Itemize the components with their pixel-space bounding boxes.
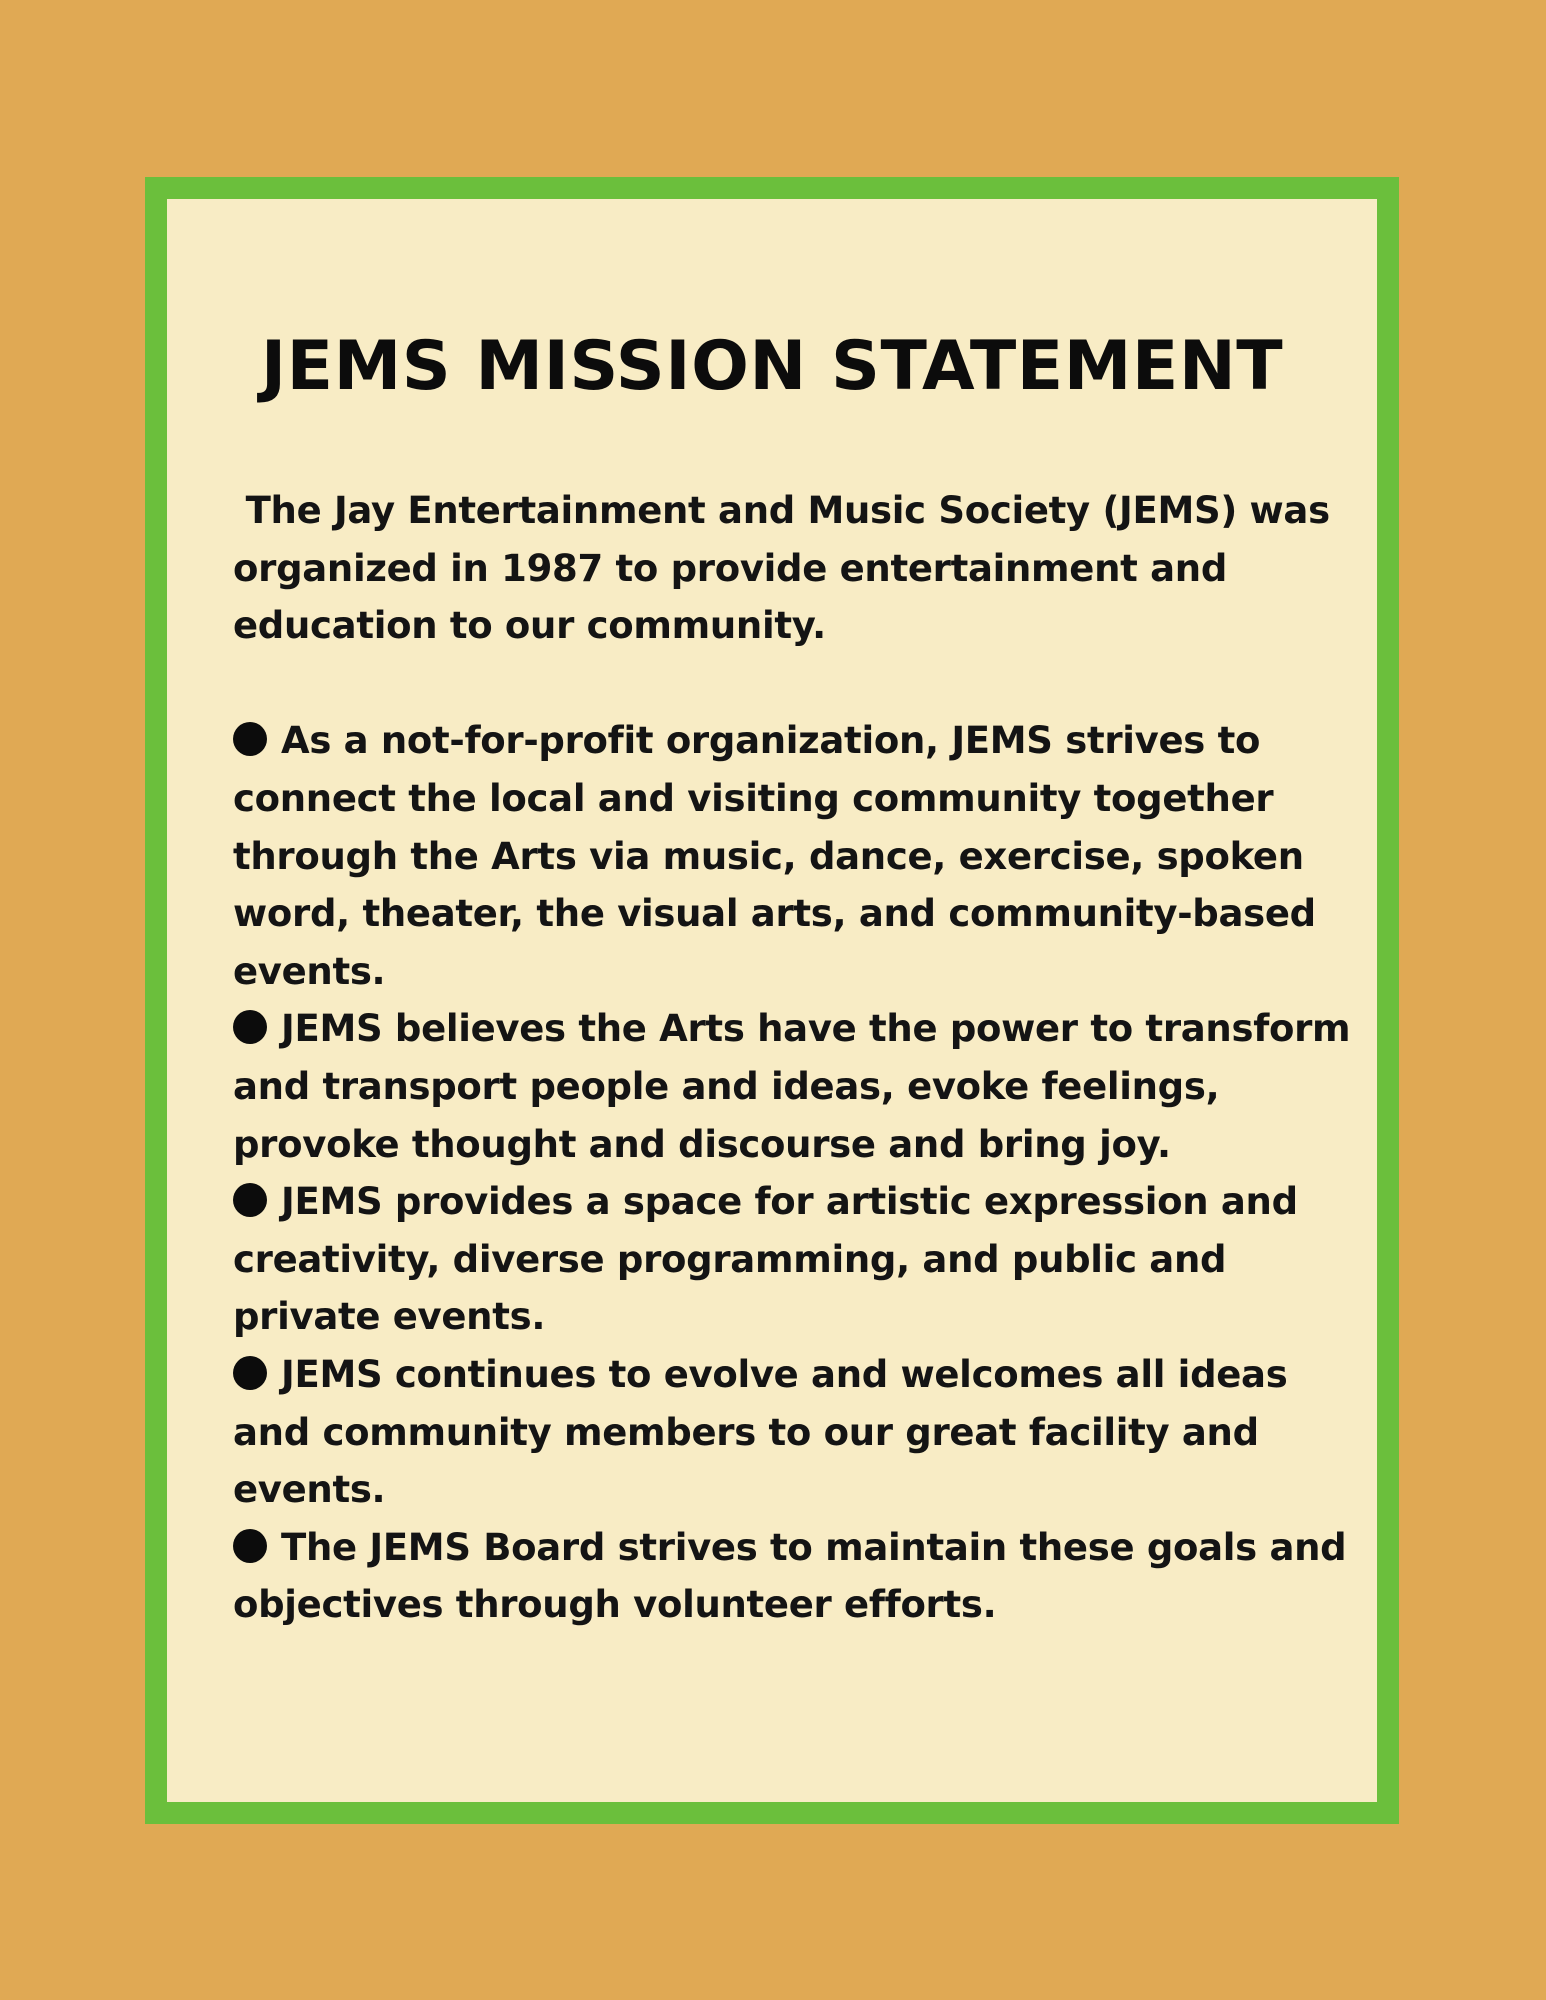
intro-paragraph: The Jay Entertainment and Music Society (JEMS) was organized in 1987 to provide entertainment and education to our community. [233, 489, 1343, 648]
list-item [233, 1000, 1363, 1173]
bullet-text: The JEMS Board strives to maintain these goals and objectives through volunteer efforts. [233, 1525, 1347, 1627]
bullet-text: JEMS continues to evolve and welcomes all ideas and community members to our great facility and events. [233, 1352, 1288, 1512]
list-item [233, 712, 1363, 1000]
page-title: JEMS MISSION STATEMENT [260, 327, 1284, 406]
list-item [233, 1173, 1363, 1346]
black-circle-icon [233, 1010, 267, 1044]
bullet-text: JEMS believes the Arts have the power to transform and transport people and ideas, evoke feelings, provoke thought and discourse and bring joy. [233, 1007, 1351, 1166]
black-circle-icon [233, 722, 267, 756]
bullet-text: As a not-for-profit organization, JEMS strives to connect the local and visiting community together through the Arts via music, dance, exercise, spoken word, theater, the visual arts, and community-based events. [233, 719, 1316, 993]
list-item [233, 1519, 1363, 1634]
black-circle-icon [233, 1183, 267, 1217]
black-circle-icon [233, 1356, 267, 1390]
mission-bullet-list [233, 712, 1363, 1634]
black-circle-icon [233, 1529, 267, 1563]
bullet-text: JEMS provides a space for artistic expression and creativity, diverse programming, and public and private events. [233, 1180, 1298, 1339]
list-item [233, 1346, 1363, 1519]
mission-body [233, 482, 1363, 1634]
mission-statement-panel [145, 177, 1399, 1824]
